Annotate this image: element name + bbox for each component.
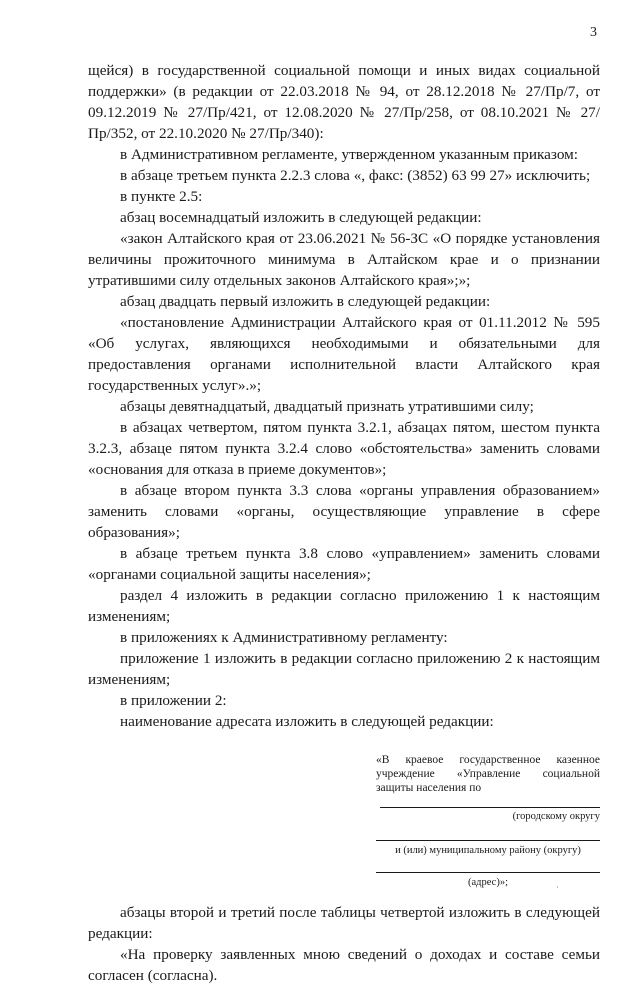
paragraph: «постановление Администрации Алтайского края от 01.11.2012 № 595 «Об услугах, являющихся необходимыми и обязательными для предоставления органами исполнительной власти Алтайского края государственных услуг».»;	[88, 314, 600, 394]
paragraph: в абзаце третьем пункта 3.8 слово «управлением» заменить словами «органами социальной защиты населения»;	[88, 545, 600, 583]
paragraph: абзац двадцать первый изложить в следующей редакции:	[120, 293, 491, 310]
paragraph: «закон Алтайского края от 23.06.2021 № 56-ЗС «О порядке установления величины прожиточного минимума в Алтайском крае и о признании утратившими силу отдельных законов Алтайского края»;»;	[88, 230, 600, 289]
paragraph: раздел 4 изложить в редакции согласно приложению 1 к настоящим изменениям;	[88, 587, 600, 625]
paragraph: абзацы девятнадцатый, двадцатый признать утратившими силу;	[120, 398, 534, 415]
addressee-fill-row	[376, 795, 600, 808]
paragraph: в Административном регламенте, утвержденном указанным приказом:	[120, 146, 578, 163]
addressee-caption: и (или) муниципальному району (округу)	[395, 845, 581, 856]
paragraph: в приложении 2:	[120, 692, 227, 709]
paragraph: наименование адресата изложить в следующей редакции:	[120, 713, 494, 730]
footer-mark: ·	[556, 883, 559, 892]
paragraph: в абзацах четвертом, пятом пункта 3.2.1, абзацах пятом, шестом пункта 3.2.3, абзаце пятом пункта 3.2.4 слово «обстоятельства» заменить словами «основания для отказа в приеме документов»;	[88, 419, 600, 478]
fill-line	[376, 862, 600, 873]
addressee-caption: (городскому округу	[512, 811, 600, 822]
fill-line	[376, 828, 600, 841]
paragraph: «На проверку заявленных мною сведений о доходах и составе семьи согласен (согласна).	[88, 946, 600, 984]
paragraph: в приложениях к Административному регламенту:	[120, 629, 448, 646]
paragraph: в абзаце втором пункта 3.3 слова «органы управления образованием» заменить словами «органы, осуществляющие управление в сфере образования»;	[88, 482, 600, 541]
paragraph: приложение 1 изложить в редакции согласно приложению 2 к настоящим изменениям;	[88, 650, 600, 688]
addressee-text: «В краевое государственное казенное учреждение «Управление социальной защиты населения по	[376, 754, 600, 794]
fill-line	[380, 795, 600, 808]
paragraph: в пункте 2.5:	[120, 188, 203, 205]
addressee-caption: (адрес)»;	[468, 877, 508, 888]
paragraph: абзац восемнадцатый изложить в следующей редакции:	[120, 209, 482, 226]
paragraph: абзацы второй и третий после таблицы четвертой изложить в следующей редакции:	[88, 904, 600, 942]
page-number: 3	[590, 25, 597, 40]
document-body	[88, 60, 600, 986]
paragraph: щейся) в государственной социальной помощи и иных видах социальной поддержки» (в редакции от 22.03.2018 № 94, от 28.12.2018 № 27/Пр/7, от 09.12.2019 № 27/Пр/421, от 12.08.2020 № 27/Пр/258, от 08.10.2021 № 27/Пр/352, от 22.10.2020 № 27/Пр/340):	[88, 62, 600, 142]
addressee-block	[376, 753, 600, 890]
paragraph: в абзаце третьем пункта 2.2.3 слова «, факс: (3852) 63 99 27» исключить;	[120, 167, 591, 184]
